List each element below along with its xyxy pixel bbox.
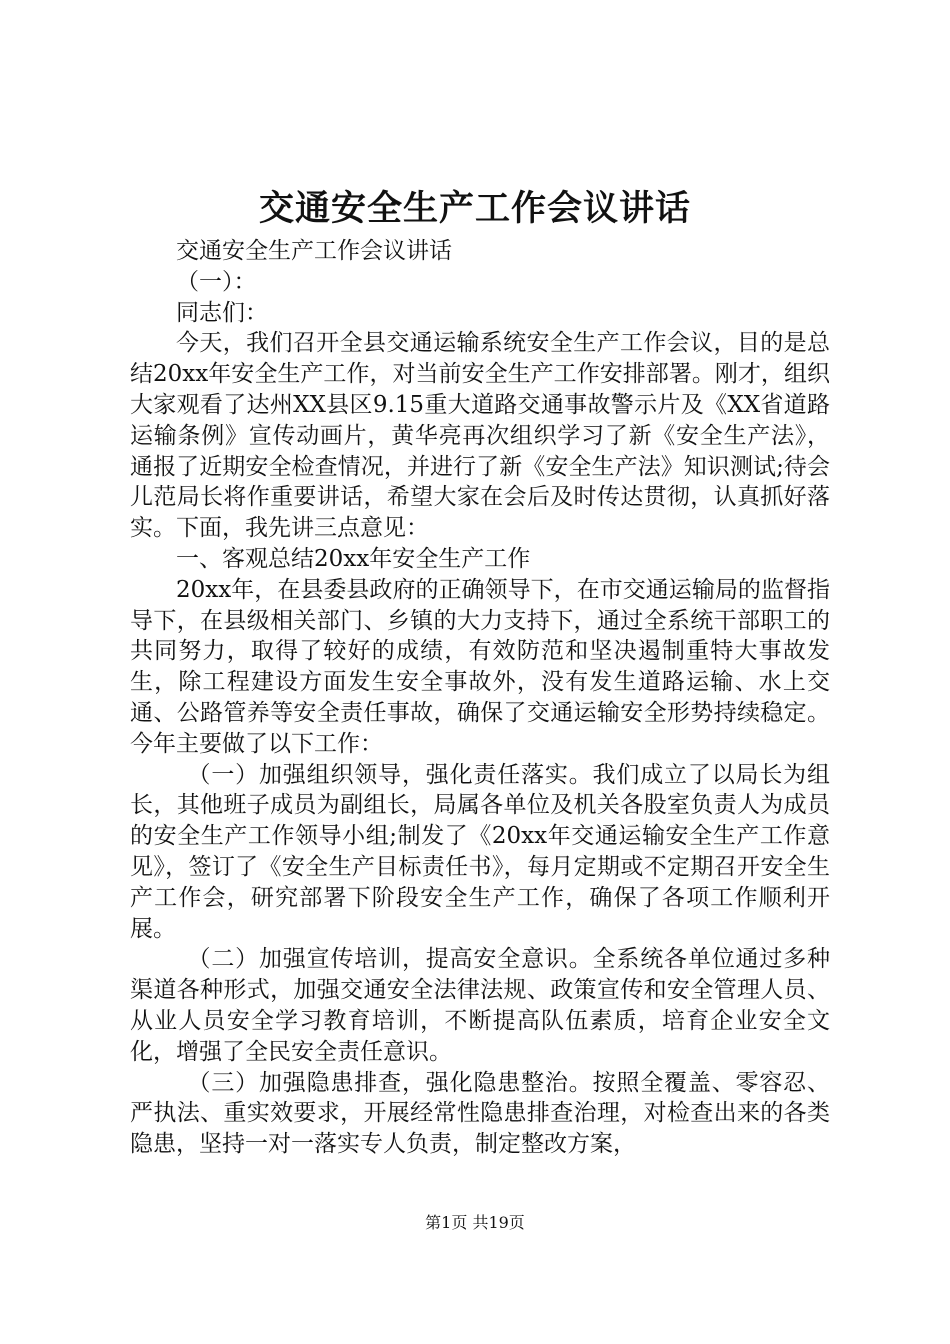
intro-paragraph: 今天，我们召开全县交通运输系统安全生产工作会议，目的是总结20xx年安全生产工作，对当前安全生产工作安排部署。刚才，组织大家观看了达州XX县区9.15重大道路交通事故警示片及《XX省道路运输条例》宣传动画片，黄华亮再次组织学习了新《安全生产法》，通报了近期安全检查情况，并进行了新《安全生产法》知识测试;待会儿范局长将作重要讲话，希望大家在会后及时传达贯彻，认真抓好落实。下面，我先讲三点意见： [130, 330, 830, 542]
salutation-paragraph: 同志们： [176, 299, 268, 326]
summary-paragraph: 20xx年，在县委县政府的正确领导下，在市交通运输局的监督指导下，在县级相关部门、乡镇的大力支持下，通过全系统干部职工的共同努力，取得了较好的成绩，有效防范和坚决遏制重特大事故发生，除工程建设方面发生安全事故外，没有发生道路运输、水上交通、公路管养等安全责任事故，确保了交通运输安全形势持续稳定。今年主要做了以下工作： [130, 576, 830, 757]
page-footer: 第1页 共19页 [425, 1213, 525, 1232]
section-heading-paragraph: 一、客观总结20xx年安全生产工作 [176, 545, 531, 572]
section-marker-paragraph: （一）： [176, 268, 257, 295]
item-two-paragraph: （二）加强宣传培训，提高安全意识。全系统各单位通过多种渠道各种形式，加强交通安全法律法规、政策宣传和安全管理人员、从业人员安全学习教育培训，不断提高队伍素质，培育企业安全文化，增强了全民安全责任意识。 [130, 946, 830, 1065]
document-body [130, 236, 830, 1160]
subtitle-paragraph: 交通安全生产工作会议讲话 [176, 238, 452, 264]
item-three-paragraph: （三）加强隐患排查，强化隐患整治。按照全覆盖、零容忍、严执法、重实效要求，开展经常性隐患排查治理，对检查出来的各类隐患，坚持一对一落实专人负责，制定整改方案， [130, 1069, 830, 1158]
document-title: 交通安全生产工作会议讲话 [258, 188, 691, 229]
item-one-paragraph: （一）加强组织领导，强化责任落实。我们成立了以局长为组长，其他班子成员为副组长，局属各单位及机关各股室负责人为成员的安全生产工作领导小组;制发了《20xx年交通运输安全生产工作意见》，签订了《安全生产目标责任书》，每月定期或不定期召开安全生产工作会，研究部署下阶段安全生产工作，确保了各项工作顺利开展。 [130, 761, 830, 942]
